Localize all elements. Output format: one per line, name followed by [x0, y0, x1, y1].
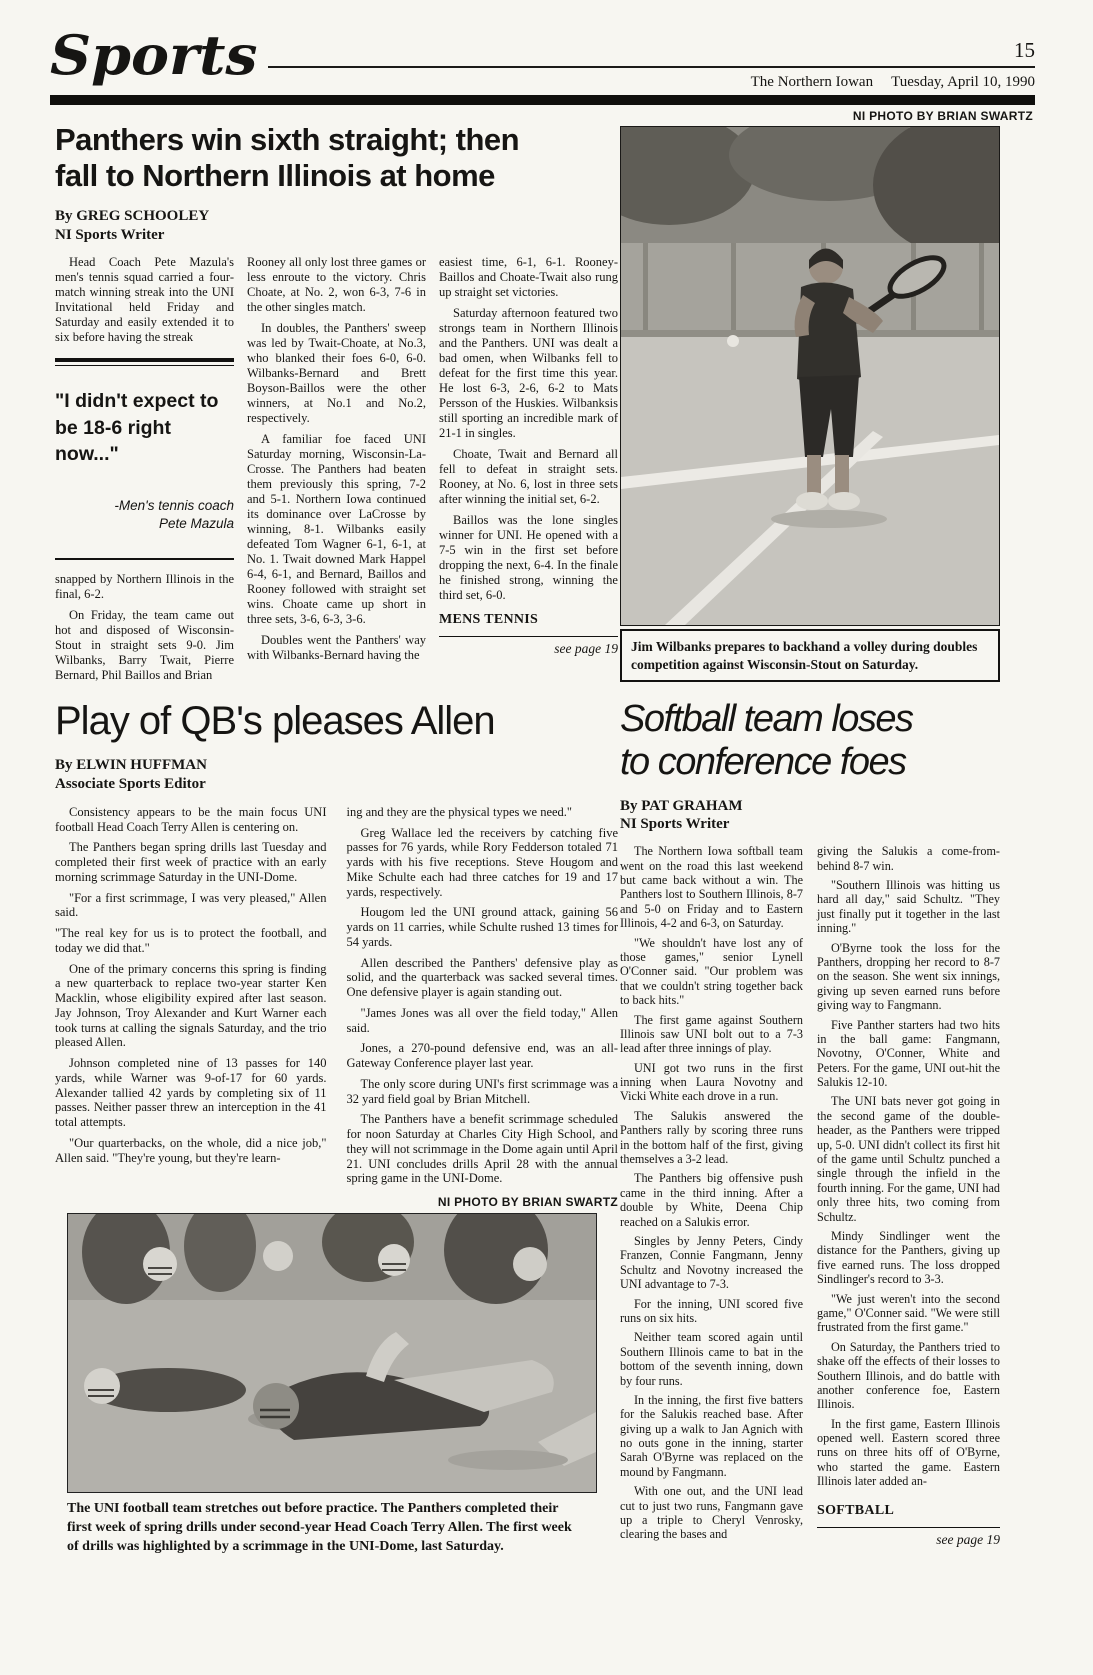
football-headline: Play of QB's pleases Allen: [55, 699, 495, 744]
tennis-columns: [55, 255, 618, 683]
header-bar: [50, 95, 1035, 105]
attribution-role: -Men's tennis coach: [114, 498, 234, 514]
tennis-column-3: [439, 255, 618, 683]
softball-headline-line2: to conference foes: [620, 741, 906, 784]
pull-quote-block: [55, 358, 234, 560]
softball-byline: [620, 797, 1000, 835]
body-paragraph: "We shouldn't have lost any of those games," senior Lynell O'Conner said. "Our problem was that we couldn't string together back to back hits.": [620, 935, 803, 1008]
header-rule: [268, 66, 1035, 68]
body-paragraph: A familiar foe faced UNI Saturday morning, Wisconsin-La-Crosse. The Panthers had beaten them previously this spring, 7-2 and 5-1. Northern Iowa continued its dominance over LaCrosse by winning, 8-1. Wilbanks easily defeated Tom Wagner 6-1, 6-1, at No. 1. Twait downed Mark Happel 6-4, 6-1, and Bernard, Baillos and Rooney followed with straight set wins. Choate came up short in three sets, 3-6, 6-3, 3-6.: [247, 432, 426, 627]
body-paragraph: For the inning, UNI scored five runs on six hits.: [620, 1296, 803, 1325]
body-paragraph: "Our quarterbacks, on the whole, did a nice job," Allen said. "They're young, but they're learn-: [55, 1135, 327, 1165]
body-paragraph: Five Panther starters had two hits in the ball game: Fangmann, Novotny, O'Conner, White and Peters. For the game, UNI out-hit the Salukis 12-10.: [817, 1017, 1000, 1090]
tennis-column-2: [247, 255, 426, 683]
body-paragraph: Mindy Sindlinger went the distance for the Panthers, giving up five earned runs. The loss dropped Sindlinger's record to 3-3.: [817, 1228, 1000, 1287]
issue-date: Tuesday, April 10, 1990: [891, 74, 1035, 90]
body-paragraph: The Panthers began spring drills last Tuesday and completed their first week of practice with an early morning scrimmage Saturday in the UNI-Dome.: [55, 840, 327, 884]
body-paragraph: Hougom led the UNI ground attack, gaining 56 yards on 11 carries, while Schulte rushed 13 times for 54 yards.: [346, 905, 618, 949]
body-paragraph: "The real key for us is to protect the football, and today we did that.": [55, 926, 327, 955]
tennis-column-1: [55, 255, 234, 683]
body-paragraph: The first game against Southern Illinois saw UNI bolt out to a 7-3 lead after three innings of play.: [620, 1012, 803, 1056]
body-paragraph: With one out, and the UNI lead cut to just two runs, Fangmann gave up a triple to Cheryl Venrosky, clearing the bases and: [620, 1484, 803, 1542]
body-paragraph: Saturday afternoon featured two strongs team in Northern Illinois and the Panthers. UNI was dealt a bad omen, when Wilbanks fell to defeat for the first time this year. He lost 6-3, 2-6, 6-2 to Mats Persson of the Huskies. Wilbanksis still sporting an incredible mark of 21-1 in singles.: [439, 306, 618, 441]
body-paragraph: Head Coach Pete Mazula's men's tennis squad carried a four-match winning streak into the UNI Invitational held Friday and Saturday and easily extended it to six before having the streak: [55, 255, 234, 345]
body-paragraph: snapped by Northern Illinois in the final, 6-2.: [55, 572, 234, 602]
left-region: [55, 122, 618, 1557]
body-paragraph: Greg Wallace led the receivers by catching five passes for 76 yards, while Rory Fedderson totaled 71 yards with his five receptions. Steve Hougom and Mike Schulte each had three catches for 19 and 17 yards, respectively.: [346, 825, 618, 899]
tennis-headline: [55, 122, 618, 194]
body-paragraph: ing and they are the physical types we need.": [346, 804, 573, 819]
body-paragraph: In the inning, the first five batters for the Salukis reached base. After giving up a walk to Jan Agnich with no outs gone in the inning, starter Sarah O'Byrne was replaced on the mound by Fangmann.: [620, 1392, 803, 1479]
body-paragraph: O'Byrne took the loss for the Panthers, dropping her record to 8-7 on the season. She went six innings, giving up seven earned runs before giving way to Fangmann.: [817, 940, 1000, 1013]
body-paragraph: Rooney all only lost three games or less enroute to the victory. Chris Choate, at No. 2, won 6-3, 7-6 in the other singles match.: [247, 255, 426, 315]
tennis-photo-caption: Jim Wilbanks prepares to backhand a volley during doubles competition against Wisconsin-Stout on Saturday.: [620, 629, 1000, 682]
tennis-byline: [55, 207, 618, 245]
continuation-note: see page 19: [439, 636, 618, 657]
body-paragraph: Neither team scored again until Southern Illinois came to bat in the bottom of the seventh inning, down by four runs.: [620, 1330, 803, 1388]
byline-title: Associate Sports Editor: [55, 776, 206, 793]
publication-name: The Northern Iowan: [750, 74, 874, 90]
body-paragraph: Johnson completed nine of 13 passes for 140 yards, while Warner was 9-of-17 for 60 yards. Alexander tallied 42 yards by completing six of 11 passes. Neither passer threw an interception in the 41 total attempts.: [55, 1056, 327, 1130]
football-column-2: [347, 805, 619, 1186]
masthead: [751, 74, 1035, 91]
byline-title: NI Sports Writer: [55, 226, 165, 243]
softball-headline: [620, 698, 1000, 785]
softball-headline-line1: Softball team loses: [620, 698, 913, 741]
pull-quote-bottom-rule: [55, 558, 234, 560]
body-paragraph: "Southern Illinois was hitting us hard all day," said Schultz. "They just finally put it together in the last inning.": [817, 878, 1000, 936]
tennis-photo-credit: NI PHOTO BY BRIAN SWARTZ: [852, 109, 1033, 123]
section-title: Sports: [50, 23, 258, 88]
body-paragraph: Baillos was the lone singles winner for UNI. He opened with a 7-5 win in the first set before dropping the next, 6-4. In the finale he finished strong, winning the third set, 6-0.: [439, 513, 618, 603]
tennis-headline-line1: Panthers win sixth straight; then: [55, 122, 520, 157]
body-paragraph: Jones, a 270-pound defensive end, was an all-Gateway Conference player last year.: [346, 1041, 618, 1071]
byline-author: By GREG SCHOOLEY: [55, 207, 210, 224]
football-photo-credit: NI PHOTO BY BRIAN SWARTZ: [437, 1195, 618, 1210]
softball-column-2: [817, 844, 1000, 1548]
pull-quote-text: "I didn't expect to be 18-6 right now...": [55, 390, 219, 466]
football-photo-caption: The UNI football team stretches out before practice. The Panthers completed their first week of spring drills under second-year Head Coach Terry Allen. The first week of drills was highlighted by a scrimmage in the UNI-Dome, last Saturday.: [67, 1501, 572, 1554]
story-tag-softball: SOFTBALL: [817, 1502, 895, 1518]
body-paragraph: The Panthers have a benefit scrimmage scheduled for noon Saturday at Charles City High School, and they will not scrimmage in the Dome again until April 21. UNI concludes drills April 28 with the annual spring game in the UNI-Dome.: [346, 1112, 618, 1186]
body-paragraph: Choate, Twait and Bernard all fell to defeat in straight sets. Rooney, at No. 6, lost in three sets after winning the initial set, 6-2.: [439, 447, 618, 507]
body-paragraph: Singles by Jenny Peters, Cindy Franzen, Connie Fangmann, Jenny Schultz and Novotny increased the UNI advantage to 7-3.: [620, 1233, 803, 1292]
softball-column-1: [620, 844, 803, 1548]
body-paragraph: On Friday, the team came out hot and disposed of Wisconsin-Stout in straight sets 9-0. Jim Wilbanks, Barry Twait, Pierre Bernard, Phil Baillos and Brian: [55, 608, 234, 683]
softball-columns: [620, 844, 1000, 1548]
byline-author: By PAT GRAHAM: [620, 797, 743, 814]
byline-author: By ELWIN HUFFMAN: [55, 757, 207, 774]
body-paragraph: In the first game, Eastern Illinois opened well. Eastern scored three runs on three hits off of O'Byrne, who started the game. Eastern Illinois later added an-: [817, 1416, 1000, 1489]
body-paragraph: The Panthers big offensive push came in the third inning. After a double by White, Deena Chip reached on a Salukis error.: [620, 1171, 803, 1229]
story-tag-mens-tennis: MENS TENNIS: [439, 612, 539, 628]
football-column-1: [55, 805, 327, 1186]
body-paragraph: "We just weren't into the second game," O'Conner said. "We were still frustrated from the first game.": [817, 1291, 1000, 1335]
football-columns: [55, 805, 618, 1186]
body-paragraph: "For a first scrimmage, I was very pleased," Allen said.: [55, 890, 327, 920]
body-paragraph: Allen described the Panthers' defensive play as solid, and the quarterback was sacked several times. One defensive player is again standing out.: [346, 955, 618, 1000]
body-paragraph: Consistency appears to be the main focus UNI football Head Coach Terry Allen is centering on.: [55, 804, 327, 834]
body-paragraph: giving the Salukis a come-from-behind 8-7 win.: [817, 844, 1000, 873]
pull-quote-attribution: [55, 497, 234, 532]
tennis-headline-line2: fall to Northern Illinois at home: [55, 157, 495, 193]
body-paragraph: The Salukis answered the Panthers rally by scoring three runs in the bottom half of the first, giving themselves a 3-2 lead.: [620, 1108, 803, 1167]
body-paragraph: On Saturday, the Panthers tried to shake off the effects of their losses to Southern Illinois, and do battle with another conference foe, Eastern Illinois.: [817, 1339, 1000, 1412]
football-byline: [55, 756, 618, 794]
body-paragraph: UNI got two runs in the first inning when Laura Novotny and Vicki White each drove in a run.: [620, 1060, 803, 1104]
right-region: [620, 126, 1000, 1548]
byline-title: NI Sports Writer: [620, 816, 730, 833]
body-paragraph: One of the primary concerns this spring is finding a new quarterback to replace two-year starter Ken Macklin, whose eligibility expired after last season. Jay Johnson, Troy Alexander and Kurt Warner each took turns at calling the signals Saturday, and the trio pleased Allen.: [55, 961, 327, 1050]
football-photo: [67, 1213, 597, 1493]
body-paragraph: In doubles, the Panthers' sweep was led by Twait-Choate, at No.3, who blanked their foes 6-0, 6-0. Wilbanks-Bernard and Brett Boyson-Baillos were the other winners, at No.1 and No.2, respectively.: [247, 321, 426, 426]
pull-quote-top-rule: [55, 358, 234, 366]
attribution-name: Pete Mazula: [158, 515, 234, 531]
body-paragraph: Doubles went the Panthers' way with Wilbanks-Bernard having the: [247, 633, 426, 663]
tennis-photo: [620, 126, 1000, 626]
body-paragraph: The UNI bats never got going in the second game of the double-header, as the Panthers were tripped up, 5-0. UNI didn't collect its first hit of the game until Schultz punched a single through the infield in the fourth inning. For the game, UNI had only three hits, two coming from Schultz.: [817, 1094, 1000, 1224]
body-paragraph: The Northern Iowa softball team went on the road this last weekend but came back without a win. The Panthers lost to Southern Illinois, 8-7 and 5-0 on Friday and to Eastern Illinois, 4-2 and 6-3, on Saturday.: [620, 844, 803, 931]
body-paragraph: easiest time, 6-1, 6-1. Rooney-Baillos and Choate-Twait also rung up straight set victories.: [439, 255, 618, 300]
page-number: 15: [1014, 38, 1035, 62]
body-paragraph: The only score during UNI's first scrimmage was a 32 yard field goal by Brian Mitchell.: [346, 1076, 618, 1106]
continuation-note: see page 19: [817, 1527, 1000, 1548]
body-paragraph: "James Jones was all over the field today," Allen said.: [346, 1005, 618, 1035]
